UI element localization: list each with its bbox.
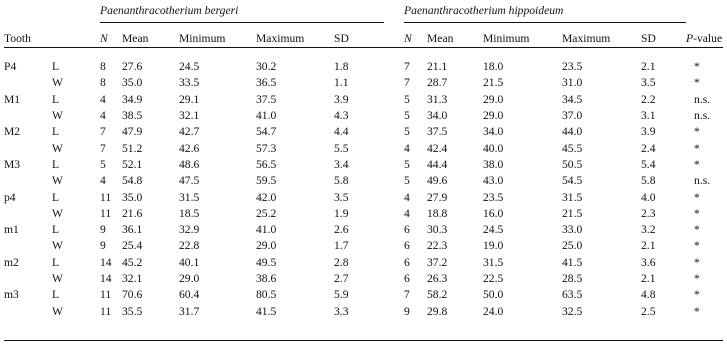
sd-cell-hippoideum: 2.5 xyxy=(641,304,656,318)
tooth-cell: P4 xyxy=(4,60,17,74)
tooth-cell xyxy=(4,173,52,189)
min-cell-hippoideum: 19.0 xyxy=(483,239,504,253)
mean-cell-bergeri: 38.5 xyxy=(122,109,143,123)
mean-cell-bergeri: 25.4 xyxy=(122,239,143,253)
col-header-sd-hippoideum: SD xyxy=(641,31,686,48)
tooth-cell: m3 xyxy=(4,288,19,302)
dimension-cell: L xyxy=(52,190,60,204)
min-cell-hippoideum: 50.0 xyxy=(483,288,504,302)
min-cell-bergeri: 47.5 xyxy=(179,174,200,188)
column-gap xyxy=(384,59,404,75)
mean-cell-hippoideum: 26.3 xyxy=(427,272,448,285)
n-cell-bergeri: 9 xyxy=(100,239,106,253)
mean-cell-bergeri: 70.6 xyxy=(122,288,143,302)
mean-cell-hippoideum: 29.8 xyxy=(427,304,448,318)
min-cell-hippoideum: 22.5 xyxy=(483,272,504,285)
min-cell-bergeri: 29.0 xyxy=(179,272,200,285)
p-value-cell: * xyxy=(694,223,700,237)
max-cell-hippoideum: 41.5 xyxy=(562,255,583,269)
tooth-cell xyxy=(4,303,52,319)
n-cell-bergeri: 7 xyxy=(100,141,106,155)
sd-cell-bergeri: 1.7 xyxy=(334,239,349,253)
sd-cell-bergeri: 3.4 xyxy=(334,157,349,171)
mean-cell-hippoideum: 42.4 xyxy=(427,141,448,155)
tooth-cell xyxy=(4,238,52,254)
p-value-cell: n.s. xyxy=(694,109,711,123)
sd-cell-bergeri: 1.8 xyxy=(334,60,349,74)
column-gap xyxy=(384,271,404,287)
max-cell-bergeri: 42.0 xyxy=(256,190,277,204)
sd-cell-bergeri: 1.1 xyxy=(334,76,349,90)
col-header-max-bergeri: Maximum xyxy=(256,31,334,48)
table-row xyxy=(4,238,723,254)
sd-cell-hippoideum: 5.4 xyxy=(641,157,656,171)
mean-cell-bergeri: 52.1 xyxy=(122,157,143,171)
dimension-cell: L xyxy=(52,60,60,74)
table-row xyxy=(4,222,723,238)
mean-cell-hippoideum: 28.7 xyxy=(427,76,448,90)
n-cell-hippoideum: 6 xyxy=(404,272,410,285)
col-header-sd-bergeri: SD xyxy=(334,31,384,48)
min-cell-hippoideum: 43.0 xyxy=(483,174,504,188)
column-gap xyxy=(384,92,404,108)
sd-cell-bergeri: 2.8 xyxy=(334,255,349,269)
min-cell-hippoideum: 21.5 xyxy=(483,76,504,90)
min-cell-bergeri: 24.5 xyxy=(179,60,200,74)
column-gap xyxy=(384,108,404,124)
mean-cell-bergeri: 32.1 xyxy=(122,272,143,285)
mean-cell-hippoideum: 37.2 xyxy=(427,255,448,269)
p-value-cell: * xyxy=(694,288,700,302)
mean-cell-hippoideum: 58.2 xyxy=(427,288,448,302)
min-cell-bergeri: 60.4 xyxy=(179,288,200,302)
max-cell-hippoideum: 31.5 xyxy=(562,190,583,204)
n-cell-hippoideum: 6 xyxy=(404,223,410,237)
mean-cell-bergeri: 47.9 xyxy=(122,125,143,139)
sd-cell-hippoideum: 3.5 xyxy=(641,76,656,90)
mean-cell-bergeri: 51.2 xyxy=(122,141,143,155)
n-cell-hippoideum: 7 xyxy=(404,76,410,90)
sd-cell-hippoideum: 3.9 xyxy=(641,125,656,139)
tooth-cell xyxy=(4,75,52,91)
mean-cell-hippoideum: 37.5 xyxy=(427,125,448,139)
species-header-row xyxy=(4,0,723,23)
species-title-bergeri: Paenanthracotherium bergeri xyxy=(100,4,239,17)
min-cell-bergeri: 42.7 xyxy=(179,125,200,139)
max-cell-bergeri: 56.5 xyxy=(256,157,277,171)
tooth-cell xyxy=(4,206,52,222)
max-cell-bergeri: 59.5 xyxy=(256,174,277,188)
sd-cell-hippoideum: 2.1 xyxy=(641,60,656,74)
table-row xyxy=(4,287,723,303)
p-value-cell: * xyxy=(694,190,700,204)
tooth-cell: m2 xyxy=(4,255,19,269)
mean-cell-bergeri: 35.5 xyxy=(122,304,143,318)
p-value-cell: n.s. xyxy=(694,92,711,106)
column-header-row xyxy=(4,31,723,48)
n-cell-bergeri: 9 xyxy=(100,223,106,237)
sd-cell-hippoideum: 3.2 xyxy=(641,223,656,237)
mean-cell-bergeri: 45.2 xyxy=(122,255,143,269)
tooth-cell: m1 xyxy=(4,223,19,237)
p-value-cell: * xyxy=(694,206,700,220)
max-cell-hippoideum: 34.5 xyxy=(562,92,583,106)
max-cell-hippoideum: 45.5 xyxy=(562,141,583,155)
dimension-cell: L xyxy=(52,255,60,269)
sd-cell-bergeri: 2.7 xyxy=(334,272,349,285)
tooth-cell xyxy=(4,140,52,156)
table-row xyxy=(4,271,723,287)
min-cell-bergeri: 22.8 xyxy=(179,239,200,253)
table-row xyxy=(4,173,723,189)
table-row xyxy=(4,157,723,173)
sd-cell-bergeri: 5.9 xyxy=(334,288,349,302)
mean-cell-bergeri: 35.0 xyxy=(122,76,143,90)
n-cell-hippoideum: 6 xyxy=(404,239,410,253)
max-cell-bergeri: 38.6 xyxy=(256,272,277,285)
dimension-cell: W xyxy=(52,304,63,318)
max-cell-bergeri: 80.5 xyxy=(256,288,277,302)
n-cell-hippoideum: 5 xyxy=(404,92,410,106)
max-cell-hippoideum: 33.0 xyxy=(562,223,583,237)
table-bottom-rule xyxy=(4,340,723,341)
column-gap xyxy=(384,140,404,156)
col-header-tooth: Tooth xyxy=(4,31,52,48)
max-cell-hippoideum: 31.0 xyxy=(562,76,583,90)
sd-cell-bergeri: 5.8 xyxy=(334,174,349,188)
min-cell-hippoideum: 34.0 xyxy=(483,125,504,139)
dimension-cell: W xyxy=(52,174,63,188)
tooth-cell: M3 xyxy=(4,157,21,171)
max-cell-hippoideum: 63.5 xyxy=(562,288,583,302)
max-cell-hippoideum: 44.0 xyxy=(562,125,583,139)
n-cell-bergeri: 4 xyxy=(100,174,106,188)
n-cell-bergeri: 14 xyxy=(100,255,112,269)
p-value-cell: * xyxy=(694,304,700,318)
mean-cell-bergeri: 35.0 xyxy=(122,190,143,204)
n-cell-bergeri: 11 xyxy=(100,288,112,302)
n-cell-bergeri: 8 xyxy=(100,60,106,74)
n-cell-bergeri: 11 xyxy=(100,190,112,204)
n-cell-bergeri: 11 xyxy=(100,304,112,318)
column-gap xyxy=(384,157,404,173)
max-cell-bergeri: 57.3 xyxy=(256,141,277,155)
p-value-cell: * xyxy=(694,125,700,139)
n-cell-bergeri: 5 xyxy=(100,157,106,171)
n-cell-hippoideum: 5 xyxy=(404,125,410,139)
p-value-cell: * xyxy=(694,76,700,90)
n-cell-bergeri: 7 xyxy=(100,125,106,139)
sd-cell-hippoideum: 2.3 xyxy=(641,206,656,220)
max-cell-hippoideum: 28.5 xyxy=(562,272,583,285)
col-header-min-hippoideum: Minimum xyxy=(483,31,562,48)
p-value-cell: * xyxy=(694,157,700,171)
col-header-p-value xyxy=(686,31,723,48)
dimension-cell: W xyxy=(52,109,63,123)
min-cell-bergeri: 31.5 xyxy=(179,190,200,204)
min-cell-bergeri: 29.1 xyxy=(179,92,200,106)
max-cell-hippoideum: 21.5 xyxy=(562,206,583,220)
max-cell-bergeri: 54.7 xyxy=(256,125,277,139)
col-header-n-bergeri: N xyxy=(100,31,122,48)
sd-cell-bergeri: 3.3 xyxy=(334,304,349,318)
tooth-cell xyxy=(4,108,52,124)
table-row xyxy=(4,303,723,319)
column-gap xyxy=(384,124,404,140)
min-cell-bergeri: 32.9 xyxy=(179,223,200,237)
min-cell-bergeri: 33.5 xyxy=(179,76,200,90)
table-row xyxy=(4,75,723,91)
n-cell-hippoideum: 5 xyxy=(404,109,410,123)
n-cell-hippoideum: 6 xyxy=(404,255,410,269)
dimension-cell: L xyxy=(52,125,60,139)
max-cell-hippoideum: 32.5 xyxy=(562,304,583,318)
mean-cell-bergeri: 54.8 xyxy=(122,174,143,188)
sd-cell-hippoideum: 2.1 xyxy=(641,272,656,285)
min-cell-bergeri: 48.6 xyxy=(179,157,200,171)
n-cell-hippoideum: 9 xyxy=(404,304,410,318)
sd-cell-hippoideum: 2.2 xyxy=(641,92,656,106)
min-cell-bergeri: 40.1 xyxy=(179,255,200,269)
n-cell-hippoideum: 4 xyxy=(404,141,410,155)
n-cell-hippoideum: 4 xyxy=(404,190,410,204)
table-row xyxy=(4,92,723,108)
col-header-n-hippoideum: N xyxy=(404,31,427,48)
mean-cell-bergeri: 34.9 xyxy=(122,92,143,106)
sd-cell-hippoideum: 5.8 xyxy=(641,174,656,188)
min-cell-bergeri: 31.7 xyxy=(179,304,200,318)
mean-cell-hippoideum: 34.0 xyxy=(427,109,448,123)
table-row xyxy=(4,140,723,156)
max-cell-bergeri: 36.5 xyxy=(256,76,277,90)
table-row xyxy=(4,59,723,75)
n-cell-hippoideum: 7 xyxy=(404,60,410,74)
p-value-cell: * xyxy=(694,141,700,155)
column-gap xyxy=(384,287,404,303)
max-cell-bergeri: 25.2 xyxy=(256,206,277,220)
mean-cell-hippoideum: 44.4 xyxy=(427,157,448,171)
max-cell-hippoideum: 50.5 xyxy=(562,157,583,171)
mean-cell-hippoideum: 22.3 xyxy=(427,239,448,253)
mean-cell-hippoideum: 31.3 xyxy=(427,92,448,106)
mean-cell-hippoideum: 27.9 xyxy=(427,190,448,204)
sd-cell-hippoideum: 2.1 xyxy=(641,239,656,253)
mean-cell-bergeri: 21.6 xyxy=(122,206,143,220)
max-cell-bergeri: 49.5 xyxy=(256,255,277,269)
min-cell-hippoideum: 23.5 xyxy=(483,190,504,204)
column-gap xyxy=(384,189,404,205)
dimension-cell: W xyxy=(52,206,63,220)
dimension-cell: W xyxy=(52,141,63,155)
sd-cell-bergeri: 2.6 xyxy=(334,223,349,237)
max-cell-hippoideum: 25.0 xyxy=(562,239,583,253)
column-gap xyxy=(384,173,404,189)
p-value-cell: n.s. xyxy=(694,174,711,188)
min-cell-hippoideum: 31.5 xyxy=(483,255,504,269)
species-title-hippoideum: Paenanthracotherium hippoideum xyxy=(404,4,564,17)
n-cell-hippoideum: 7 xyxy=(404,288,410,302)
column-gap xyxy=(384,238,404,254)
min-cell-hippoideum: 24.0 xyxy=(483,304,504,318)
sd-cell-hippoideum: 2.4 xyxy=(641,141,656,155)
dimension-cell: L xyxy=(52,288,60,302)
min-cell-hippoideum: 40.0 xyxy=(483,141,504,155)
p-value-cell: * xyxy=(694,60,700,74)
mean-cell-hippoideum: 18.8 xyxy=(427,206,448,220)
max-cell-bergeri: 41.5 xyxy=(256,304,277,318)
min-cell-hippoideum: 18.0 xyxy=(483,60,504,74)
sd-cell-hippoideum: 3.6 xyxy=(641,255,656,269)
column-gap xyxy=(384,75,404,91)
max-cell-bergeri: 41.0 xyxy=(256,223,277,237)
sd-cell-bergeri: 4.3 xyxy=(334,109,349,123)
col-header-mean-hippoideum: Mean xyxy=(427,31,483,48)
tooth-cell: p4 xyxy=(4,190,16,204)
p-value-cell: * xyxy=(694,255,700,269)
max-cell-hippoideum: 37.0 xyxy=(562,109,583,123)
sd-cell-bergeri: 3.5 xyxy=(334,190,349,204)
p-value-italic-p: P xyxy=(686,32,694,45)
max-cell-bergeri: 37.5 xyxy=(256,92,277,106)
mean-cell-hippoideum: 21.1 xyxy=(427,60,448,74)
sd-cell-bergeri: 3.9 xyxy=(334,92,349,106)
n-cell-bergeri: 8 xyxy=(100,76,106,90)
min-cell-hippoideum: 29.0 xyxy=(483,109,504,123)
min-cell-hippoideum: 38.0 xyxy=(483,157,504,171)
min-cell-bergeri: 32.1 xyxy=(179,109,200,123)
measurement-table xyxy=(4,0,723,320)
col-header-max-hippoideum: Maximum xyxy=(562,31,641,48)
dimension-cell: W xyxy=(52,76,63,90)
min-cell-hippoideum: 29.0 xyxy=(483,92,504,106)
mean-cell-bergeri: 36.1 xyxy=(122,223,143,237)
n-cell-hippoideum: 5 xyxy=(404,174,410,188)
column-gap xyxy=(384,206,404,222)
tooth-cell: M2 xyxy=(4,125,21,139)
column-gap xyxy=(384,222,404,238)
dimension-cell: W xyxy=(52,272,63,285)
sd-cell-hippoideum: 3.1 xyxy=(641,109,656,123)
dimension-cell: L xyxy=(52,92,60,106)
p-value-cell: * xyxy=(694,239,700,253)
min-cell-bergeri: 18.5 xyxy=(179,206,200,220)
max-cell-bergeri: 30.2 xyxy=(256,60,277,74)
max-cell-hippoideum: 54.5 xyxy=(562,174,583,188)
table-row xyxy=(4,124,723,140)
table-row xyxy=(4,255,723,271)
p-value-suffix: -value xyxy=(693,32,723,45)
column-gap xyxy=(384,255,404,271)
n-cell-bergeri: 11 xyxy=(100,206,112,220)
max-cell-hippoideum: 23.5 xyxy=(562,60,583,74)
n-cell-hippoideum: 4 xyxy=(404,206,410,220)
col-header-mean-bergeri: Mean xyxy=(122,31,179,48)
max-cell-bergeri: 41.0 xyxy=(256,109,277,123)
column-gap xyxy=(384,303,404,319)
n-cell-bergeri: 14 xyxy=(100,272,112,285)
sd-cell-bergeri: 1.9 xyxy=(334,206,349,220)
col-header-min-bergeri: Minimum xyxy=(179,31,256,48)
min-cell-bergeri: 42.6 xyxy=(179,141,200,155)
sd-cell-hippoideum: 4.8 xyxy=(641,288,656,302)
mean-cell-bergeri: 27.6 xyxy=(122,60,143,74)
dimension-cell: W xyxy=(52,239,63,253)
sd-cell-hippoideum: 4.0 xyxy=(641,190,656,204)
mean-cell-hippoideum: 30.3 xyxy=(427,223,448,237)
tooth-cell xyxy=(4,271,52,287)
min-cell-hippoideum: 16.0 xyxy=(483,206,504,220)
sd-cell-bergeri: 5.5 xyxy=(334,141,349,155)
dimension-cell: L xyxy=(52,223,60,237)
table-row xyxy=(4,108,723,124)
sd-cell-bergeri: 4.4 xyxy=(334,125,349,139)
mean-cell-hippoideum: 49.6 xyxy=(427,174,448,188)
table-row xyxy=(4,189,723,205)
max-cell-bergeri: 29.0 xyxy=(256,239,277,253)
table-row xyxy=(4,206,723,222)
dimension-cell: L xyxy=(52,157,60,171)
tooth-cell: M1 xyxy=(4,92,21,106)
p-value-cell: * xyxy=(694,272,700,285)
n-cell-hippoideum: 5 xyxy=(404,157,410,171)
n-cell-bergeri: 4 xyxy=(100,109,106,123)
min-cell-hippoideum: 24.5 xyxy=(483,223,504,237)
n-cell-bergeri: 4 xyxy=(100,92,106,106)
